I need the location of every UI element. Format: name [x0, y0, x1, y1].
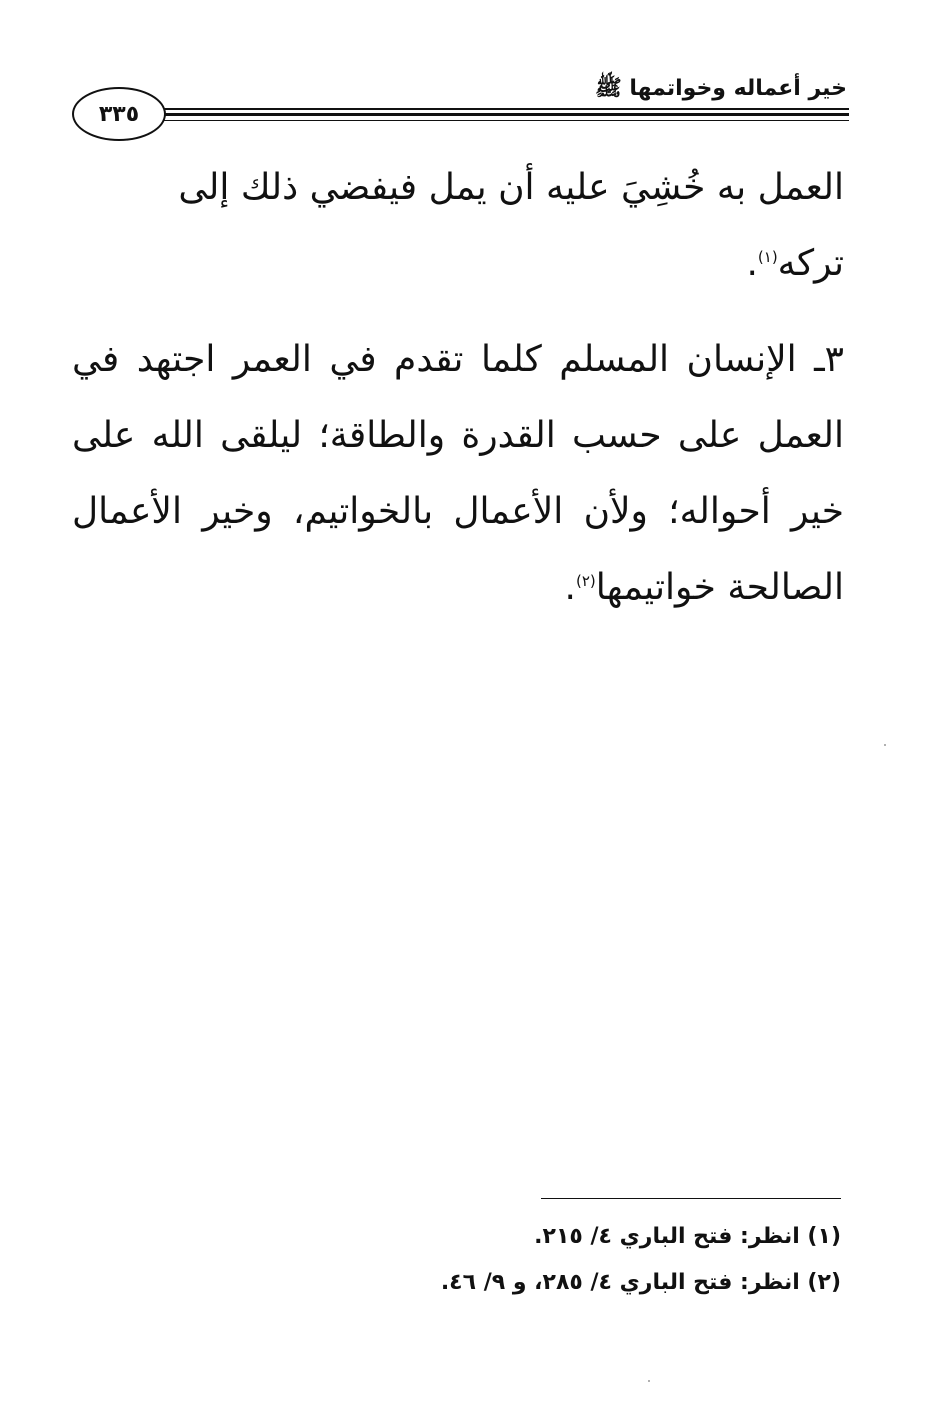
scan-speck — [884, 744, 886, 746]
footnote-marker-1: (١) — [757, 248, 778, 266]
paragraph-1-text: العمل به خُشِيَ عليه أن يمل فيفضي ذلك إلى تركه — [178, 167, 844, 284]
paragraph-2 — [72, 322, 844, 626]
header-rule — [160, 120, 849, 121]
paragraph-1-end: . — [746, 243, 758, 284]
footnote-marker-2: (٢) — [575, 572, 596, 590]
footnote-separator — [541, 1198, 841, 1199]
footnote-2: (٢) انظر: فتح الباري ٤/ ٢٨٥، و ٩/ ٤٦. — [440, 1270, 841, 1295]
footnote-1: (١) انظر: فتح الباري ٤/ ٢١٥. — [534, 1224, 841, 1249]
header-rule — [160, 113, 849, 116]
running-title: خير أعماله وخواتمها ﷺ — [595, 76, 847, 101]
scan-speck — [648, 1380, 650, 1382]
page-number: ٣٣٥ — [98, 101, 140, 127]
page-number-frame — [72, 87, 166, 141]
header-rule — [160, 108, 849, 110]
body-text — [72, 150, 844, 626]
paragraph-2-text: ٣ـ الإنسان المسلم كلما تقدم في العمر اجتهد في العمل على حسب القدرة والطاقة؛ ليلقى الله على خير أحواله؛ ولأن الأعمال بالخواتيم، وخير الأعمال الصالحة خواتيمها — [72, 339, 844, 608]
paragraph-2-end: . — [564, 567, 576, 608]
paragraph-1 — [72, 150, 844, 302]
footnotes — [441, 1214, 841, 1306]
